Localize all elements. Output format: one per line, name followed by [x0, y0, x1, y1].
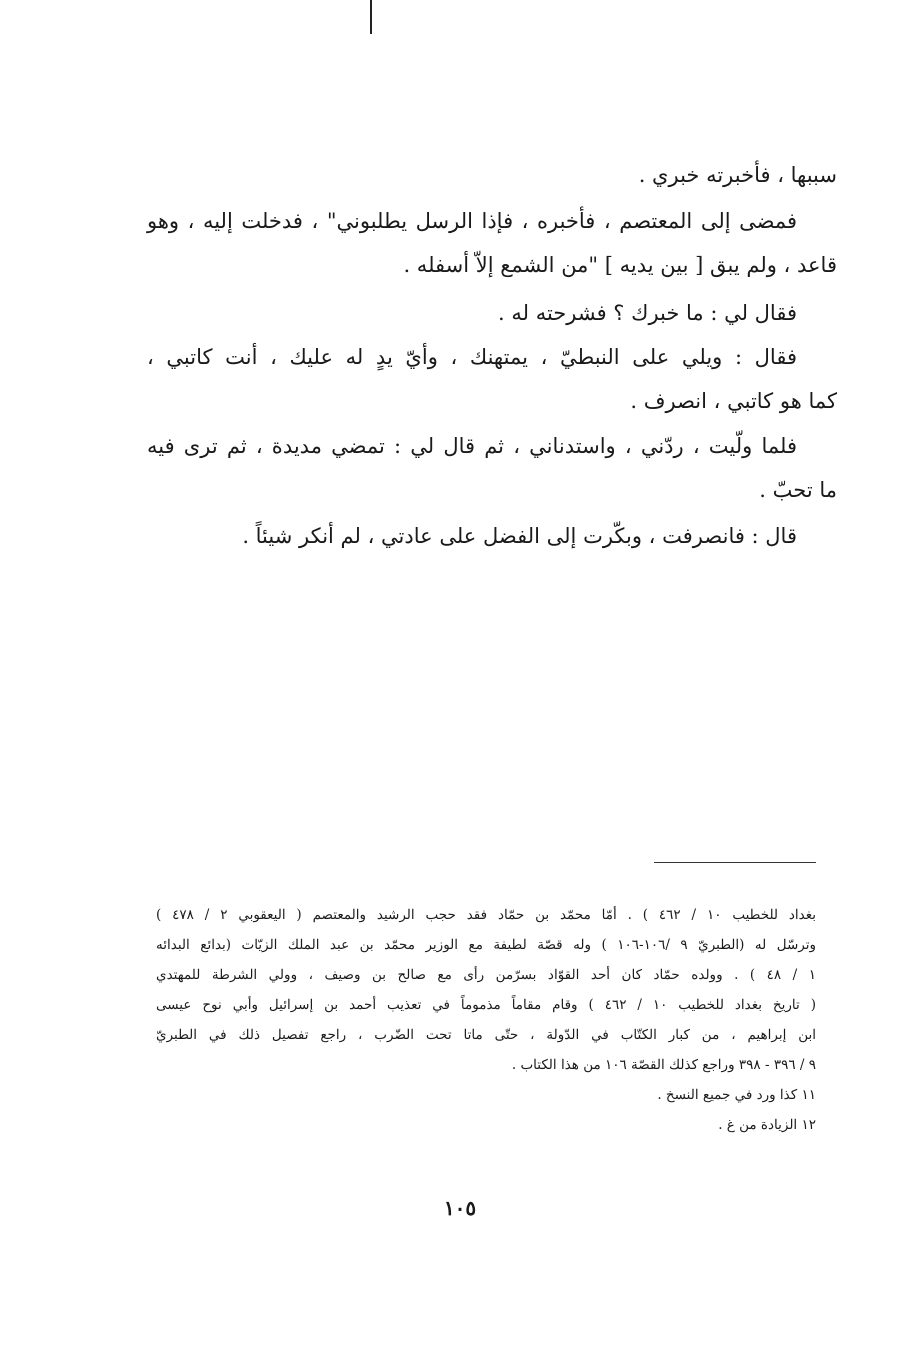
footnotes	[156, 900, 816, 1140]
text-line-6: كما هو كاتبي ، انصرف .	[630, 389, 837, 413]
footnote-line-5: ابن إبراهيم ، من كبار الكتّاب في الدّولة ، حتّى ماتا تحت الضّرب ، راجع تفصيل ذلك في الطبريّ	[156, 1027, 816, 1043]
text-line-4: فقال لي : ما خبرك ؟ فشرحته له .	[498, 301, 797, 325]
text-line-7: فلما ولّيت ، ردّني ، واستدناني ، ثم قال لي : تمضي مديدة ، ثم ترى فيه	[147, 434, 797, 458]
page-number: ١٠٥	[443, 1196, 477, 1220]
text-line-9: قال : فانصرفت ، وبكّرت إلى الفضل على عادتي ، لم أنكر شيئاً .	[242, 524, 797, 548]
main-text-paragraph-4	[147, 335, 837, 423]
text-line-3: قاعد ، ولم يبق [ بين يديه ] "من الشمع إلاّ أسفله .	[403, 253, 837, 277]
footnote-line-2: وترسّل له (الطبريّ ٩ /١٠٦-١٠٦ ) وله قصّة لطيفة مع الوزير محمّد بن عبد الملك الزيّات (بدائع البدائه	[156, 937, 817, 953]
text-line-2: فمضى إلى المعتصم ، فأخبره ، فإذا الرسل يطلبوني" ، فدخلت إليه ، وهو	[147, 209, 797, 233]
footnote-11: ١١ كذا ورد في جميع النسخ .	[657, 1087, 816, 1103]
footnote-line-1: بغداد للخطيب ١٠ / ٤٦٢ ) . أمّا محمّد بن حمّاد فقد حجب الرشيد والمعتصم ( اليعقوبي ٢ / ٤٧٨ )	[156, 907, 817, 923]
text-line-5: فقال : ويلي على النبطيّ ، يمتهنك ، وأيّ يدٍ له عليك ، أنت كاتبي ،	[147, 345, 797, 369]
footnote-line-3: ١ / ٤٨ ) . وولده حمّاد كان أحد القوّاد بسرّمن رأى مع صالح بن وصيف ، وولي الشرطة للمهتدي	[156, 967, 816, 983]
footnote-separator	[654, 862, 816, 863]
main-text	[147, 153, 837, 197]
footnote-line-4: ( تاريخ بغداد للخطيب ١٠ / ٤٦٢ ) وقام مقاماً مذموماً في تعذيب أحمد بن إسرائيل وأبي نوح عيسى	[156, 997, 816, 1013]
top-margin-mark	[370, 0, 372, 34]
main-text-paragraph-6	[147, 514, 837, 558]
text-line-8: ما تحبّ .	[759, 478, 837, 502]
footnote-line-6: ٩ / ٣٩٦ - ٣٩٨ وراجع كذلك القصّة ١٠٦ من هذا الكتاب .	[511, 1057, 816, 1073]
footnote-12: ١٢ الزيادة من غ .	[718, 1117, 816, 1133]
main-text-paragraph-5	[147, 424, 837, 512]
main-text-paragraph-3	[147, 291, 837, 335]
text-line-1: سببها ، فأخبرته خبري .	[638, 163, 837, 187]
main-text-paragraph-2	[147, 199, 837, 287]
